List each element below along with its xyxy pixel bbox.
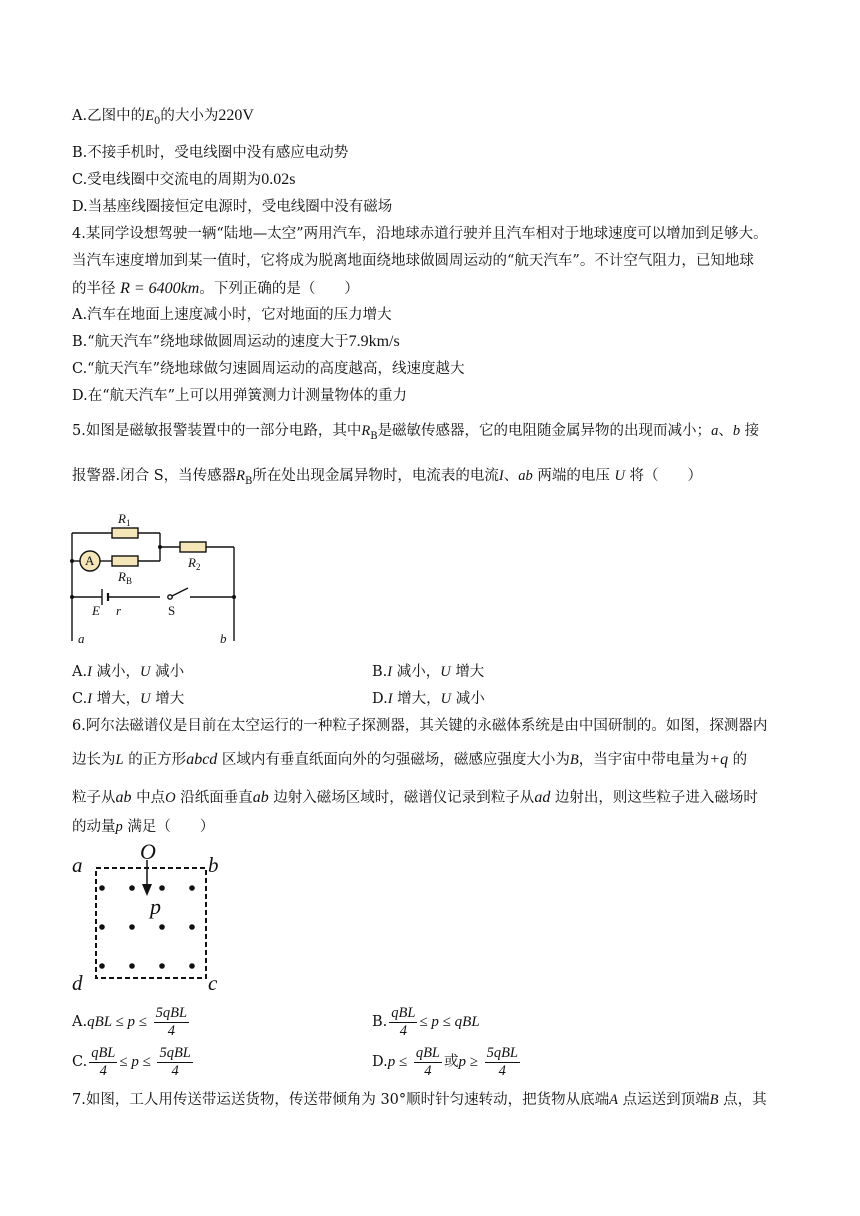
svg-text:b: b xyxy=(208,853,219,877)
svg-text:p: p xyxy=(150,894,161,919)
svg-text:S: S xyxy=(168,603,176,618)
ammeter-label: A xyxy=(85,553,95,568)
svg-text:d: d xyxy=(72,971,83,995)
q5-option-b: B.I 减小，U 增大 xyxy=(372,664,485,680)
q5-circuit-diagram xyxy=(62,505,252,647)
svg-text:R2: $R_2$ xyxy=(188,555,201,572)
svg-text:c: c xyxy=(208,971,218,995)
svg-text:a: a xyxy=(72,853,83,877)
svg-text:a: a xyxy=(78,631,85,646)
q6-stem-line4: 的动量p 满足（ ） xyxy=(72,819,215,835)
q6-option-a: A.qBL ≤ p ≤ $\frac{\text{5qBL}}{4}$ xyxy=(72,1004,188,1039)
svg-text:E: E xyxy=(92,603,100,618)
q6-option-b: B. $\frac{\text{qBL}}{4}$ ≤ p ≤ qBL xyxy=(372,1004,480,1039)
svg-text:O: O xyxy=(140,840,156,864)
q4-option-d: D.在“航天汽车”上可以用弹簧测力计测量物体的重力 xyxy=(72,388,408,404)
q3-option-b: B.不接手机时，受电线圈中没有感应电动势 xyxy=(72,145,349,161)
q4-option-c: C.“航天汽车”绕地球做匀速圆周运动的高度越高，线速度越大 xyxy=(72,361,465,377)
svg-text:RB: $R_B$ xyxy=(118,569,132,586)
q6-stem-line3: 粒子从ab 中点O 沿纸面垂直ab 边射入磁场区域时，磁谱仪记录到粒子从ad 边射出，则这些粒子进入磁场时 xyxy=(72,789,758,806)
q5-option-a: A.I 减小，U 减小 xyxy=(72,664,185,680)
q3-option-c: C.受电线圈中交流电的周期为0.02s xyxy=(72,171,296,188)
q6-option-c: C. $\frac{\text{qBL}}{4}$ ≤ p ≤ $\frac{\text{5qBL}}{4}$ xyxy=(72,1044,191,1079)
svg-text:b: b xyxy=(220,631,227,646)
q6-stem-line1: 6.阿尔法磁谱仪是目前在太空运行的一种粒子探测器，其关键的永磁体系统是由中国研制的。如图，探测器内 xyxy=(72,718,768,734)
q4-stem-line2: 当汽车速度增加到某一值时，它将成为脱离地面绕地球做圆周运动的“航天汽车”。不计空气阻力，已知地球 xyxy=(72,253,754,269)
svg-text:R1: $R_1$ xyxy=(118,511,131,528)
q5-stem-line2: 报警器.闭合 S，当传感器$R_B$所在处出现金属异物时，电流表的电流I、ab 两端的电压 U 将（ ） xyxy=(72,468,703,487)
q4-stem-line3: 的半径 R = 6400km。下列正确的是（ ） xyxy=(72,280,359,297)
q4-option-b: B.“航天汽车”绕地球做圆周运动的速度大于7.9km/s xyxy=(72,333,400,350)
q5-option-d: D.I 增大，U 减小 xyxy=(372,691,485,707)
q4-option-a: A.汽车在地面上速度减小时，它对地面的压力增大 xyxy=(72,307,392,323)
q3-option-a: A.乙图中的$E_0$的大小为220V xyxy=(72,107,254,127)
q4-stem-line1: 4.某同学设想驾驶一辆“陆地—太空”两用汽车，沿地球赤道行驶并且汽车相对于地球速度可以增加到足够大。 xyxy=(72,226,768,242)
q6-magnetic-field-diagram xyxy=(66,840,226,995)
q7-stem-line1: 7.如图，工人用传送带运送货物，传送带倾角为 30°顺时针匀速转动，把货物从底端A 点运送到顶端B 点，其 xyxy=(72,1092,767,1108)
q6-stem-line2: 边长为L 的正方形abcd 区域内有垂直纸面向外的匀强磁场，磁感应强度大小为B，当宇宙中带电量为+q 的 xyxy=(72,751,748,768)
q6-option-d: D.p ≤ $\frac{\text{qBL}}{4}$ 或p ≥ $\frac{\text{5qBL}}{4}$ xyxy=(372,1044,518,1079)
q5-option-c: C.I 增大，U 增大 xyxy=(72,691,185,707)
svg-text:r: r xyxy=(116,603,122,618)
q3-option-d: D.当基座线圈接恒定电源时，受电线圈中没有磁场 xyxy=(72,199,393,215)
q5-stem-line1: 5.如图是磁敏报警装置中的一部分电路，其中$R_B$是磁敏传感器，它的电阻随金属异物的出现而减小；a、b 接 xyxy=(72,423,760,442)
